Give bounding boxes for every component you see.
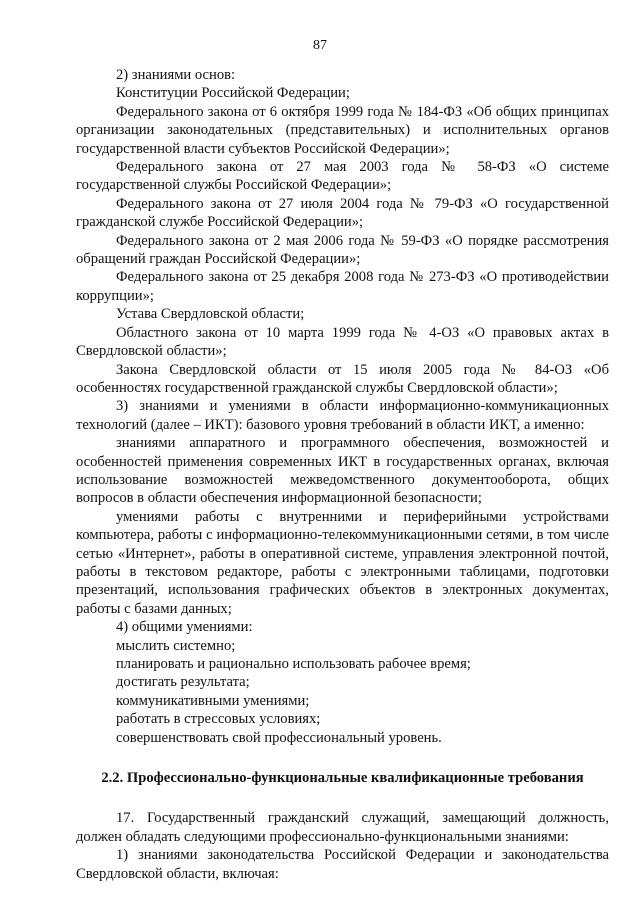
paragraph: 17. Государственный гражданский служащий, замещающий должность, должен обладать следующими профессионально-функциональными знаниями: — [76, 810, 609, 845]
paragraph: Закона Свердловской области от 15 июля 2005 года № 84-ОЗ «Об особенностях государственной гражданской службы Свердловской области»; — [76, 361, 609, 396]
paragraph: Федерального закона от 6 октября 1999 года № 184-ФЗ «Об общих принципах организации законодательных (представительных) и исполнительных органов государственной власти субъектов Российской Федерации»; — [76, 103, 609, 157]
paragraph: Федерального закона от 27 мая 2003 года № 58-ФЗ «О системе государственной службы Российской Федерации»; — [76, 159, 609, 194]
paragraph: 4) общими умениями: — [116, 619, 253, 636]
paragraph: Областного закона от 10 марта 1999 года № 4-ОЗ «О правовых актах в Свердловской области»; — [76, 324, 609, 360]
paragraph: 3) знаниями и умениями в области информационно-коммуникационных технологий (далее – ИКТ): базового уровня требований в области ИКТ, а именно: — [76, 398, 609, 433]
page-number: 87 — [313, 38, 327, 53]
paragraph: мыслить системно; — [116, 637, 236, 654]
paragraph: работать в стрессовых условиях; — [116, 711, 321, 728]
paragraph: знаниями аппаратного и программного обеспечения, возможностей и особенностей применения современных ИКТ в государственных органах, включая использование возможностей межведомственного документооборота, общих вопросов в области обеспечения информационной безопасности; — [76, 435, 609, 507]
section-heading: 2.2. Профессионально-функциональные квалификационные требования — [101, 770, 584, 787]
document-body — [76, 66, 609, 883]
paragraph: планировать и рационально использовать рабочее время; — [116, 656, 471, 672]
paragraph: Устава Свердловской области; — [116, 306, 305, 323]
paragraph: Федерального закона от 27 июля 2004 года № 79-ФЗ «О государственной гражданской службе Российской Федерации»; — [76, 195, 609, 231]
paragraph: Конституции Российской Федерации; — [116, 85, 350, 102]
paragraph: Федерального закона от 2 мая 2006 года № 59-ФЗ «О порядке рассмотрения обращений граждан Российской Федерации»; — [76, 232, 609, 268]
paragraph: 1) знаниями законодательства Российской Федерации и законодательства Свердловской области, включая: — [76, 847, 609, 882]
paragraph: достигать результата; — [116, 674, 250, 691]
paragraph: Федерального закона от 25 декабря 2008 года № 273-ФЗ «О противодействии коррупции»; — [76, 269, 609, 304]
paragraph: умениями работы с внутренними и периферийными устройствами компьютера, работы с информационно-телекоммуникационными сетями, в том числе сетью «Интернет», работы в оперативной системе, управления электронной почтой, работы в текстовом редакторе, работы с электронными таблицами, подготовки презентаций, использования графических объектов в электронных документах, работы с базами данных; — [76, 508, 609, 617]
paragraph: коммуникативными умениями; — [116, 692, 310, 709]
paragraph: совершенствовать свой профессиональный уровень. — [116, 729, 442, 746]
paragraph: 2) знаниями основ: — [116, 67, 236, 83]
